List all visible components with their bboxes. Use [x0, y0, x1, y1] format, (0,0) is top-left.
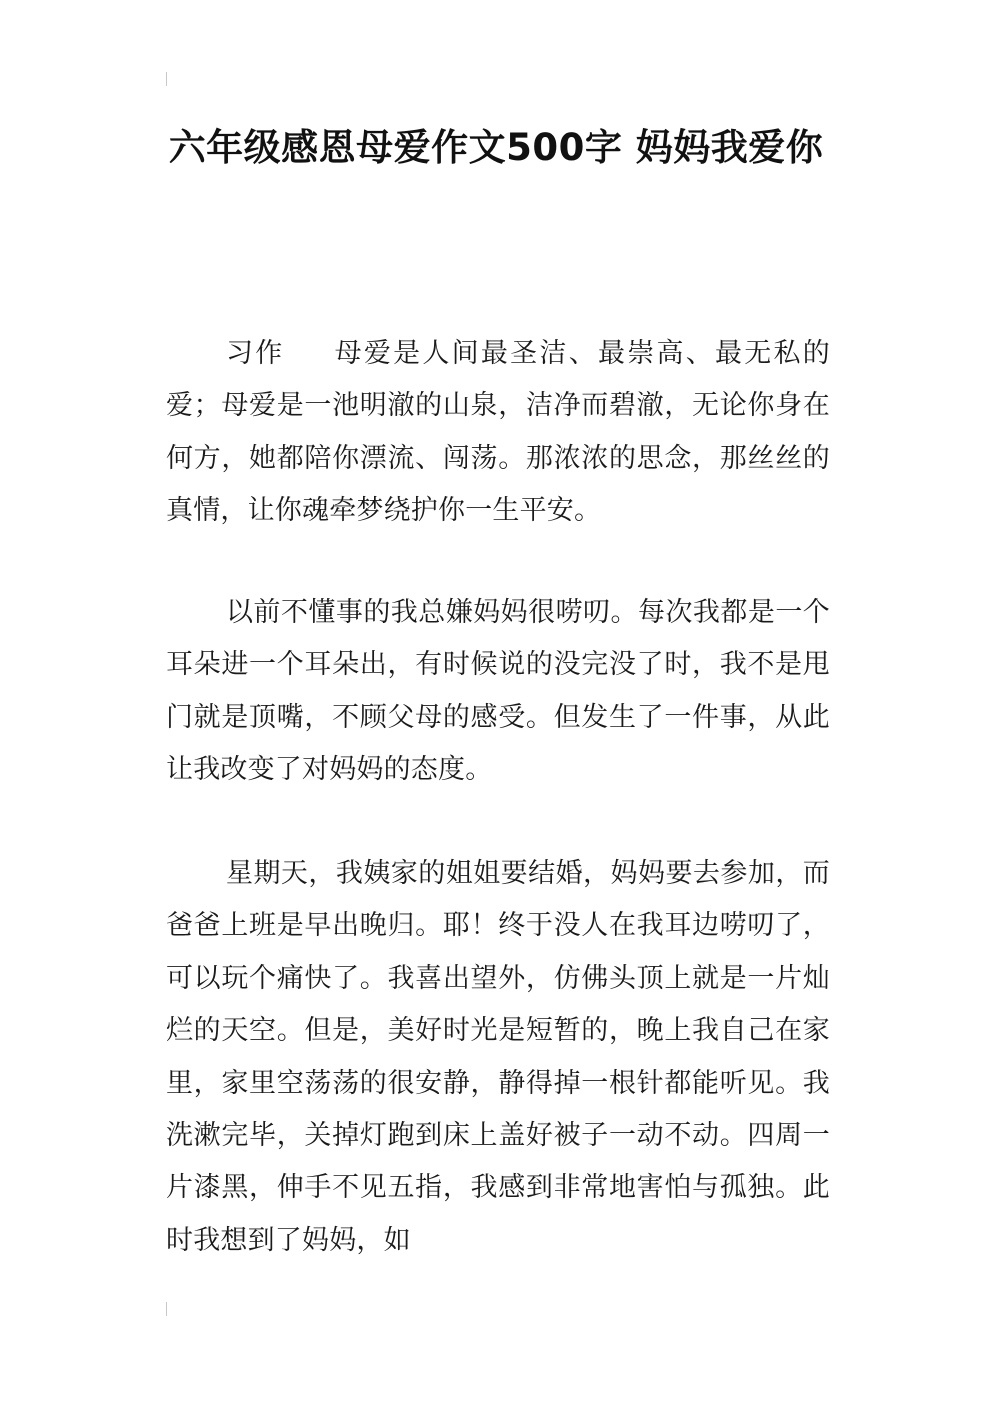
paragraph-3: 星期天，我姨家的姐姐要结婚，妈妈要去参加，而爸爸上班是早出晚归。耶！终于没人在我耳边唠叨了，可以玩个痛快了。我喜出望外，仿佛头顶上就是一片灿烂的天空。但是，美好时光是短暂的，晚上我自己在家里，家里空荡荡的很安静，静得掉一根针都能听见。我洗漱完毕，关掉灯跑到床上盖好被子一动不动。四周一片漆黑，伸手不见五指，我感到非常地害怕与孤独。此时我想到了妈妈，如: [166, 858, 830, 1256]
page-corner-mark-top: [166, 72, 167, 86]
page-corner-mark-bottom: [166, 1302, 167, 1316]
paragraph-2: 以前不懂事的我总嫌妈妈很唠叨。每次我都是一个耳朵进一个耳朵出，有时候说的没完没了时，我不是甩门就是顶嘴，不顾父母的感受。但发生了一件事，从此让我改变了对妈妈的态度。: [166, 597, 830, 786]
paragraph-1: [166, 328, 830, 538]
document-title: 六年级感恩母爱作文500字 妈妈我爱你: [168, 126, 824, 169]
paragraph-1-text: 母爱是人间最圣洁、最崇高、最无私的爱；母爱是一池明澈的山泉，洁净而碧澈，无论你身在何方，她都陪你漂流、闯荡。那浓浓的思念，那丝丝的真情，让你魂牵梦绕护你一生平安。: [166, 338, 830, 527]
essay-label: 习作: [226, 338, 285, 369]
